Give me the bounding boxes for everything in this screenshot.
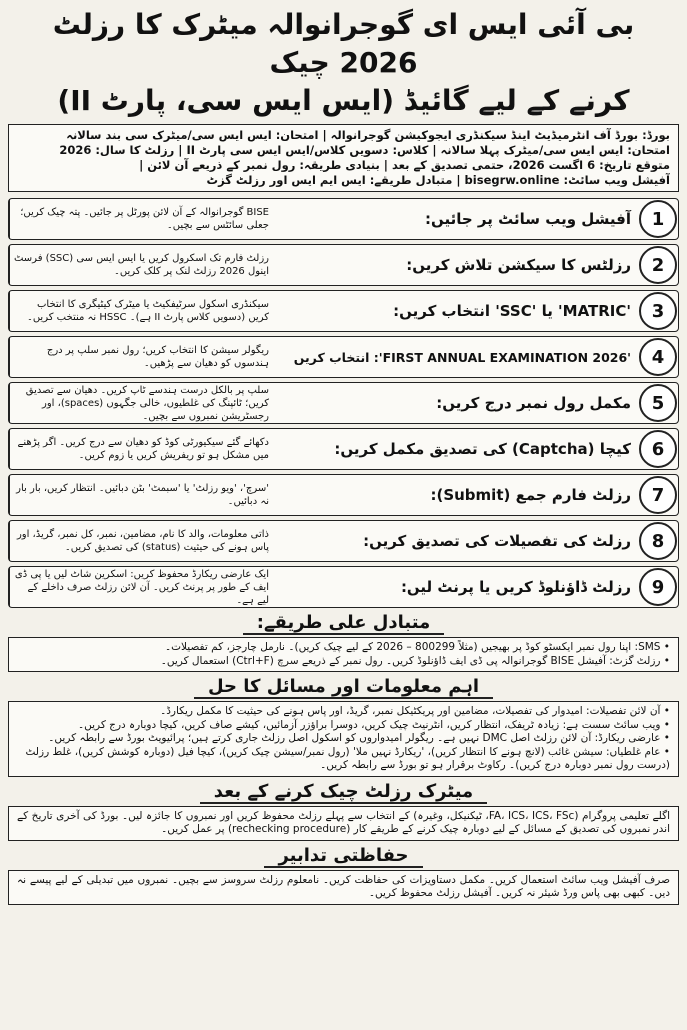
step-description: سیکنڈری اسکول سرٹیفکیٹ یا میٹرک کیٹیگری کا انتخاب کریں (دسویں کلاس پارٹ II ہے)۔ HSSC نہ منتخب کریں۔ [9, 291, 275, 331]
step-title: رزلٹ فارم جمع (Submit): [430, 486, 631, 504]
step-number-badge: 1 [638, 199, 678, 239]
list-item: • ویب سائٹ سست ہے: زیادہ ٹریفک، انتظار کریں، انٹرنیٹ چیک کریں، دوسرا براؤزر آزمائیں، کیشے صاف کریں، کیچا دوبارہ درج کریں۔ [17, 719, 670, 733]
safety-box: صرف آفیشل ویب سائٹ استعمال کریں۔ مکمل دستاویزات کی حفاظت کریں۔ نامعلوم رزلٹ سروسز سے بچیں۔ نمبروں میں تبدیلی کے لیے پیسے نہ دیں۔ کبھی بھی پاس ورڈ شیئر نہ کریں۔ آفیشل رزلٹ محفوظ کریں۔ [8, 870, 679, 905]
step-1 [8, 198, 679, 240]
step-6 [8, 428, 679, 470]
title-line-1: بی آئی ایس ای گوجرانوالہ میٹرک کا رزلٹ 2026 چیک [52, 8, 635, 79]
step-2 [8, 244, 679, 286]
step-description: ریگولر سیشن کا انتخاب کریں؛ رول نمبر سلپ پر درج ہندسوں کو دھیان سے پڑھیں۔ [9, 337, 275, 377]
step-number-badge: 4 [638, 337, 678, 377]
step-title: رزلٹس کا سیکشن تلاش کریں: [406, 256, 631, 274]
step-number-badge: 2 [638, 245, 678, 285]
step-title: 'FIRST ANNUAL EXAMINATION 2026': انتخاب کریں [293, 349, 631, 365]
after-result-box: اگلے تعلیمی پروگرام (FA، ICS، ICS، FSc، ٹیکنیکل، وغیرہ) کے انتخاب سے پہلے رزلٹ محفوظ کریں اور نمبروں کا جائزہ لیں۔ بورڈ کی آخری تاریخ کے اندر نمبروں کی تصدیق کے مسائل کے لیے دوبارہ چیک کرنے کے طریقے کار (rechecking procedure) پر عمل کریں۔ [8, 806, 679, 841]
step-description: ذاتی معلومات، والد کا نام، مضامین، نمبر، کل نمبر، گریڈ، اور پاس ہونے کی حیثیت (status) کی تصدیق کریں۔ [9, 521, 275, 561]
step-title: رزلٹ کی تفصیلات کی تصدیق کریں: [363, 532, 631, 550]
step-3 [8, 290, 679, 332]
step-title: مکمل رول نمبر درج کریں: [436, 394, 631, 412]
list-item: • عام غلطیاں: سیشن غائب (لانچ ہونے کا انتظار کریں)، 'ریکارڈ نہیں ملا' (رول نمبر/سیشن چیک کریں)، کیچا فیل (دوبارہ کوشش کریں)، غلط رزلٹ (درست رول نمبر دوبارہ درج کریں)۔ رکاوٹ برقرار ہو تو بورڈ سے رابطہ کریں۔ [17, 746, 670, 773]
step-description: 'سرچ'، 'ویو رزلٹ' یا 'سبمٹ' بٹن دبائیں۔ انتظار کریں، بار بار نہ دبائیں۔ [9, 475, 275, 515]
steps-list [8, 198, 679, 608]
info-line: متوقع تاریخ: 6 اگست 2026، حتمی تصدیق کے بعد | بنیادی طریقہ: رول نمبر کے ذریعے آن لائن | [139, 158, 670, 172]
step-title: کیچا (Captcha) کی تصدیق مکمل کریں: [334, 440, 631, 458]
info-line: بورڈ: بورڈ آف انٹرمیڈیٹ اینڈ سیکنڈری ایجوکیشن گوجرانوالہ | امتحان: ایس ایس سی/میٹرک سی بند سالانہ [66, 128, 670, 142]
step-description: رزلٹ فارم تک اسکرول کریں یا ایس ایس سی (SSC) فرسٹ اینول 2026 رزلٹ لنک پر کلک کریں۔ [9, 245, 275, 285]
list-item: • رزلٹ گزٹ: آفیشل BISE گوجرانوالہ پی ڈی ایف ڈاؤنلوڈ کریں۔ رول نمبر کے ذریعے سرچ (Ctrl+F) استعمال کریں۔ [17, 655, 670, 669]
after-result-heading: میٹرک رزلٹ چیک کرنے کے بعد [0, 781, 687, 804]
step-5 [8, 382, 679, 424]
page-title [10, 6, 677, 120]
faq-heading: اہم معلومات اور مسائل کا حل [0, 676, 687, 699]
list-item: • آن لائن تفصیلات: امیدوار کی تفصیلات، مضامین اور پریکٹیکل نمبر، گریڈ، اور پاس ہونے کی حیثیت کا مکمل ریکارڈ۔ [17, 705, 670, 719]
info-line: امتحان: ایس ایس سی/میٹرک پہلا سالانہ | کلاس: دسویں کلاس/ایس ایس سی پارٹ II | رزلٹ کا سال: 2026 [59, 143, 670, 157]
safety-heading: حفاظتی تدابیر [0, 845, 687, 868]
alternative-methods-heading: متبادل علی طریقے: [0, 612, 687, 635]
alternative-methods-box [8, 637, 679, 672]
step-title: 'MATRIC' یا 'SSC' انتخاب کریں: [393, 302, 631, 320]
step-title: آفیشل ویب سائٹ پر جائیں: [424, 210, 631, 228]
step-number-badge: 7 [638, 475, 678, 515]
list-item: • SMS: اپنا رول نمبر ایکسٹو کوڈ پر بھیجیں (مثلاً 800299 – 2026 کے لیے چیک کریں)۔ نارمل چارجز، کم تفصیلات۔ [17, 641, 670, 655]
faq-box [8, 701, 679, 777]
title-line-2: کرنے کے لیے گائیڈ (ایس ایس سی، پارٹ II) [57, 84, 630, 117]
info-box [8, 124, 679, 192]
step-8 [8, 520, 679, 562]
list-item: • عارضی ریکارڈ: آن لائن رزلٹ اصل DMC نہیں ہے۔ ریگولر امیدواروں کو اسکول اصل رزلٹ جاری کرتے ہیں؛ پرائیویٹ بورڈ سے رابطہ کریں۔ [17, 732, 670, 746]
step-title: رزلٹ ڈاؤنلوڈ کریں یا پرنٹ لیں: [400, 578, 631, 596]
step-4 [8, 336, 679, 378]
step-number-badge: 9 [638, 567, 678, 607]
step-number-badge: 3 [638, 291, 678, 331]
step-description: سلپ پر بالکل درست ہندسے ٹاپ کریں۔ دھیان سے تصدیق کریں؛ ٹائپنگ کی غلطیوں، خالی جگہوں (spaces)، اور رجسٹریشن نمبروں سے بچیں۔ [9, 383, 275, 423]
info-line: آفیشل ویب سائٹ: bisegrw.online | متبادل طریقے: ایس ایم ایس اور رزلٹ گزٹ [206, 173, 670, 187]
step-description: BISE گوجرانوالہ کے آن لائن پورٹل پر جائیں۔ پتہ چیک کریں؛ جعلی سائٹس سے بچیں۔ [9, 199, 275, 239]
step-description: دکھائے گئے سیکیورٹی کوڈ کو دھیان سے درج کریں۔ اگر پڑھنے میں مشکل ہو تو ریفریش کریں یا زوم کریں۔ [9, 429, 275, 469]
step-number-badge: 5 [638, 383, 678, 423]
step-description: ایک عارضی ریکارڈ محفوظ کریں: اسکرین شاٹ لیں یا پی ڈی ایف کے طور پر پرنٹ کریں۔ آن لائن رزلٹ صرف داخلے کے لیے ہے۔ [9, 567, 275, 607]
step-9 [8, 566, 679, 608]
step-number-badge: 6 [638, 429, 678, 469]
step-number-badge: 8 [638, 521, 678, 561]
step-7 [8, 474, 679, 516]
